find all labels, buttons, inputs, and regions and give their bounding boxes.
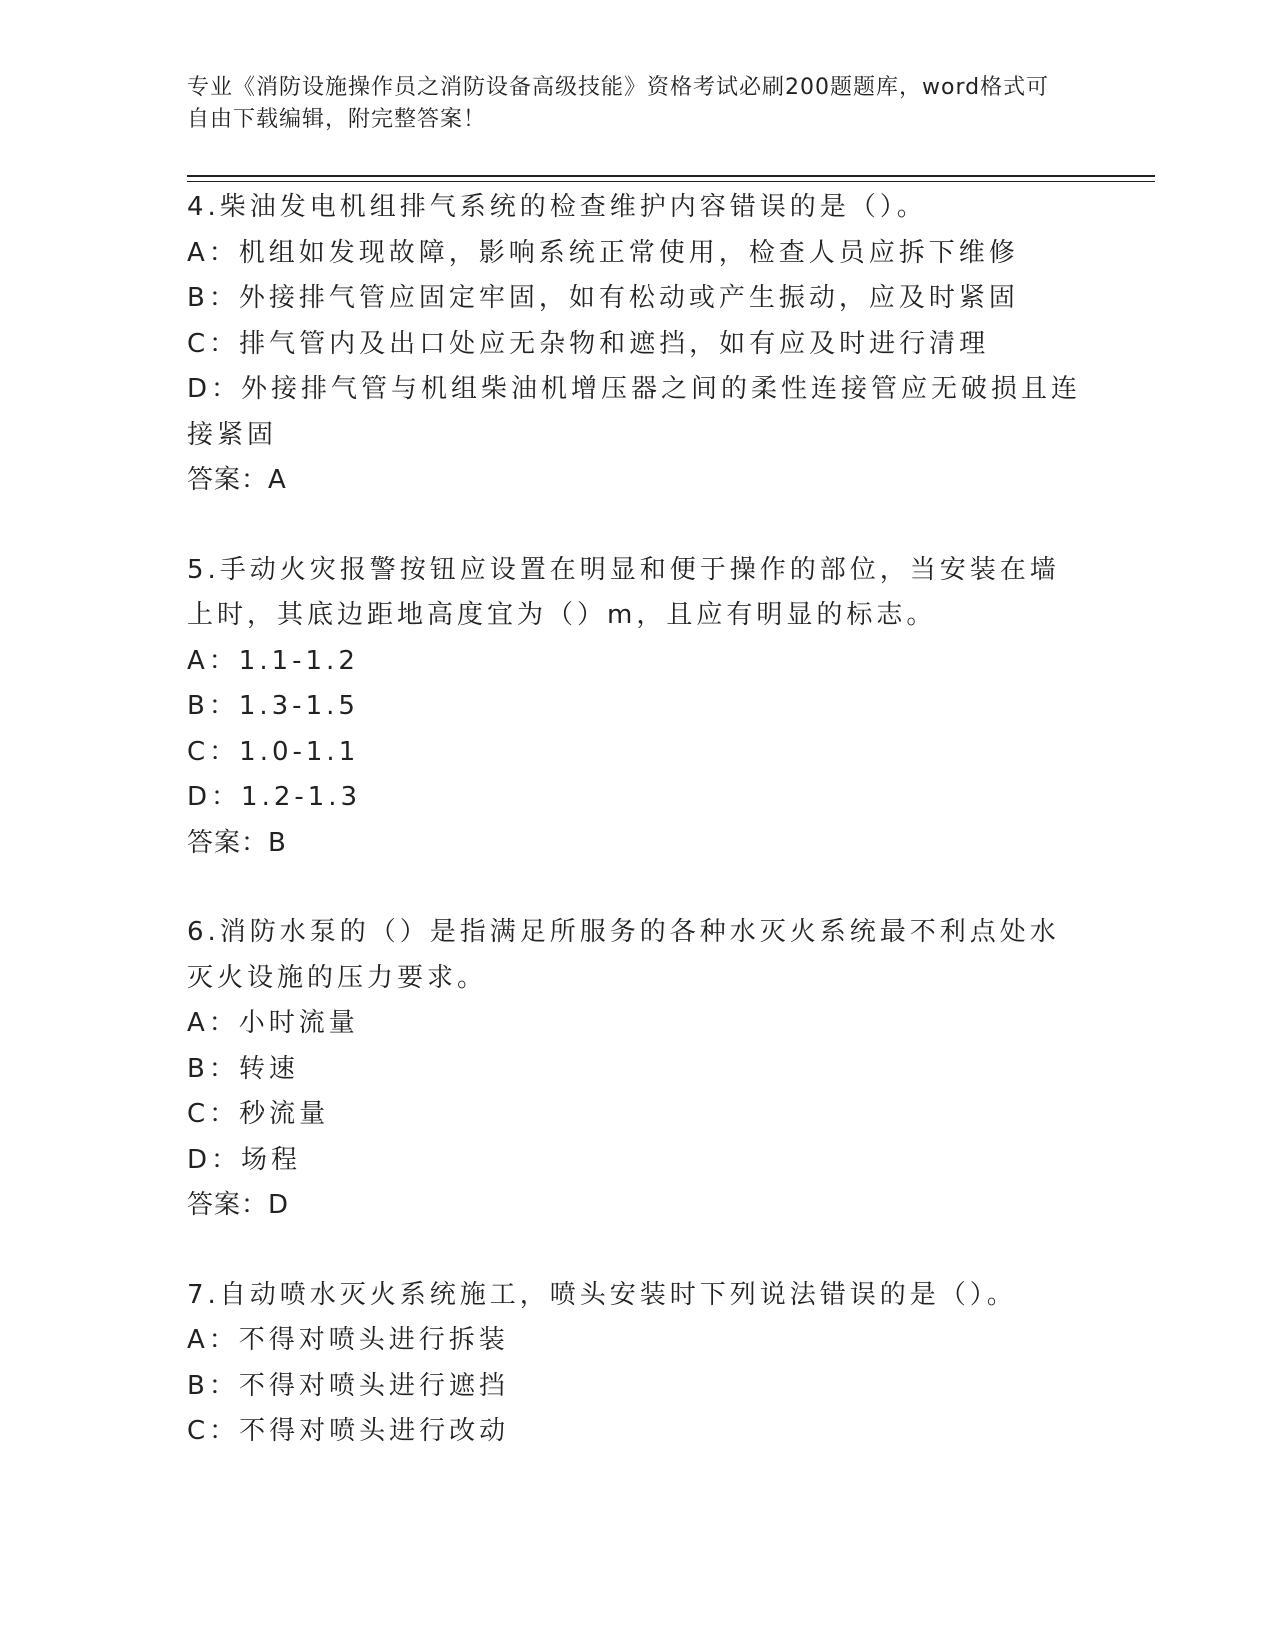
header-divider-thin	[187, 181, 1155, 182]
question-option: C：不得对喷头进行改动	[187, 1416, 510, 1446]
question-stem: 6.消防水泵的（）是指满足所服务的各种水灭火系统最不利点处水灭火设施的压力要求。	[187, 917, 1060, 993]
question-option: A：机组如发现故障，影响系统正常使用，检查人员应拆下维修	[187, 237, 1019, 268]
question-option: B：不得对喷头进行遮挡	[187, 1370, 509, 1401]
question-option: A：1.1-1.2	[187, 645, 359, 676]
page-header-title: 专业《消防设施操作员之消防设备高级技能》资格考试必刷200题题库，word格式可自由下载编辑，附完整答案！	[187, 75, 1050, 132]
question-option: D：场程	[187, 1144, 302, 1175]
question-option: D：外接排气管与机组柴油机增压器之间的柔性连接管应无破损且连接紧固	[187, 374, 1082, 450]
question-option: A：小时流量	[187, 1008, 359, 1038]
question-item	[187, 1273, 1087, 1455]
question-option: A：不得对喷头进行拆装	[187, 1325, 509, 1355]
question-list	[187, 185, 1087, 1499]
question-item	[187, 910, 1087, 1229]
question-item	[187, 548, 1087, 867]
question-option: D：1.2-1.3	[187, 782, 362, 812]
question-option: B：转速	[187, 1053, 299, 1084]
question-option: B：1.3-1.5	[187, 691, 359, 721]
question-stem: 5.手动火灾报警按钮应设置在明显和便于操作的部位，当安装在墙上时，其底边距地高度宜为（）m，且应有明显的标志。	[187, 554, 1060, 630]
question-answer: 答案：D	[187, 1190, 290, 1220]
question-option: C：1.0-1.1	[187, 736, 360, 767]
question-answer: 答案：B	[187, 827, 287, 858]
header-divider-thick	[187, 175, 1155, 177]
question-answer: 答案：A	[187, 465, 287, 495]
question-option: B：外接排气管应固定牢固，如有松动或产生振动，应及时紧固	[187, 283, 1019, 313]
question-stem: 4.柴油发电机组排气系统的检查维护内容错误的是（）。	[187, 192, 927, 222]
question-item	[187, 185, 1087, 504]
question-option: C：秒流量	[187, 1099, 330, 1129]
question-stem: 7.自动喷水灭火系统施工，喷头安装时下列说法错误的是（）。	[187, 1279, 1017, 1310]
question-option: C：排气管内及出口处应无杂物和遮挡，如有应及时进行清理	[187, 328, 990, 359]
